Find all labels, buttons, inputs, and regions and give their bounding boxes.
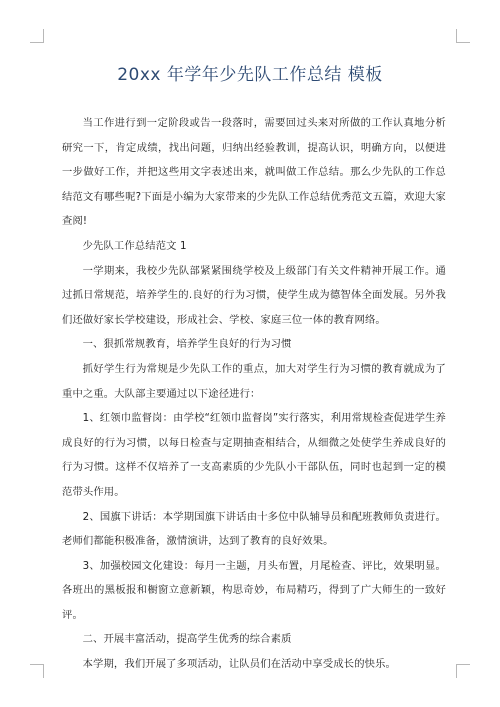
crop-mark (456, 664, 457, 678)
body-paragraph: 1、红领巾监督岗：由学校“红领巾监督岗”实行落实，利用常规检查促进学生养成良好的行为习惯，以每日检查与定期抽查相结合，从细微之处使学生养成良好的行为习惯。这样不仅培养了一支高素质的少先队小干部队伍，同时也起到一定的模范带头作用。 (62, 412, 446, 498)
crop-mark (456, 664, 470, 665)
crop-mark (43, 664, 44, 678)
body-paragraph: 抓好学生行为常规是少先队工作的重点，加大对学生行为习惯的教育就成为了重中之重。大队部主要通过以下途径进行： (62, 362, 446, 400)
body-paragraph: 本学期，我们开展了多项活动，让队员们在活动中享受成长的快乐。 (82, 658, 396, 671)
crop-mark (43, 29, 44, 43)
document-body (62, 111, 446, 677)
body-paragraph: 3、加强校园文化建设：每月一主题，月头布置，月尾检查、评比，效果明显。各班出的黑板报和橱窗立意新颖，构思奇妙，布局精巧，得到了广大师生的一致好评。 (62, 559, 446, 621)
crop-mark (30, 664, 44, 665)
document-title: 20xx 年学年少先队工作总结 模板 (117, 65, 383, 85)
section-heading: 二、开展丰富活动，提高学生优秀的综合素质 (82, 633, 292, 646)
body-paragraph: 一学期来，我校少先队部紧紧围绕学校及上级部门有关文件精神开展工作。通过抓日常规范，培养学生的.良好的行为习惯，使学生成为德智体全面发展。另外我们还做好家长学校建设，形成社会、学校、家庭三位一体的教育网络。 (62, 264, 446, 326)
body-paragraph: 2、国旗下讲话：本学期国旗下讲话由十多位中队辅导员和配班教师负责进行。老师们都能积极准备，激情演讲，达到了教育的良好效果。 (62, 510, 446, 548)
crop-mark (456, 29, 457, 43)
intro-paragraph: 当工作进行到一定阶段或告一段落时，需要回过头来对所做的工作认真地分析研究一下，肯定成绩，找出问题，归纳出经验教训，提高认识，明确方向，以便进一步做好工作，并把这些用文字表述出来，就叫做工作总结。那么少先队的工作总结范文有哪些呢?下面是小编为大家带来的少先队工作总结优秀范文五篇，欢迎大家查阅! (62, 117, 446, 228)
crop-mark (30, 42, 44, 43)
section-heading: 一、狠抓常规教育，培养学生良好的行为习惯 (82, 338, 292, 351)
crop-mark (456, 42, 470, 43)
section-heading: 少先队工作总结范文 1 (82, 239, 187, 252)
